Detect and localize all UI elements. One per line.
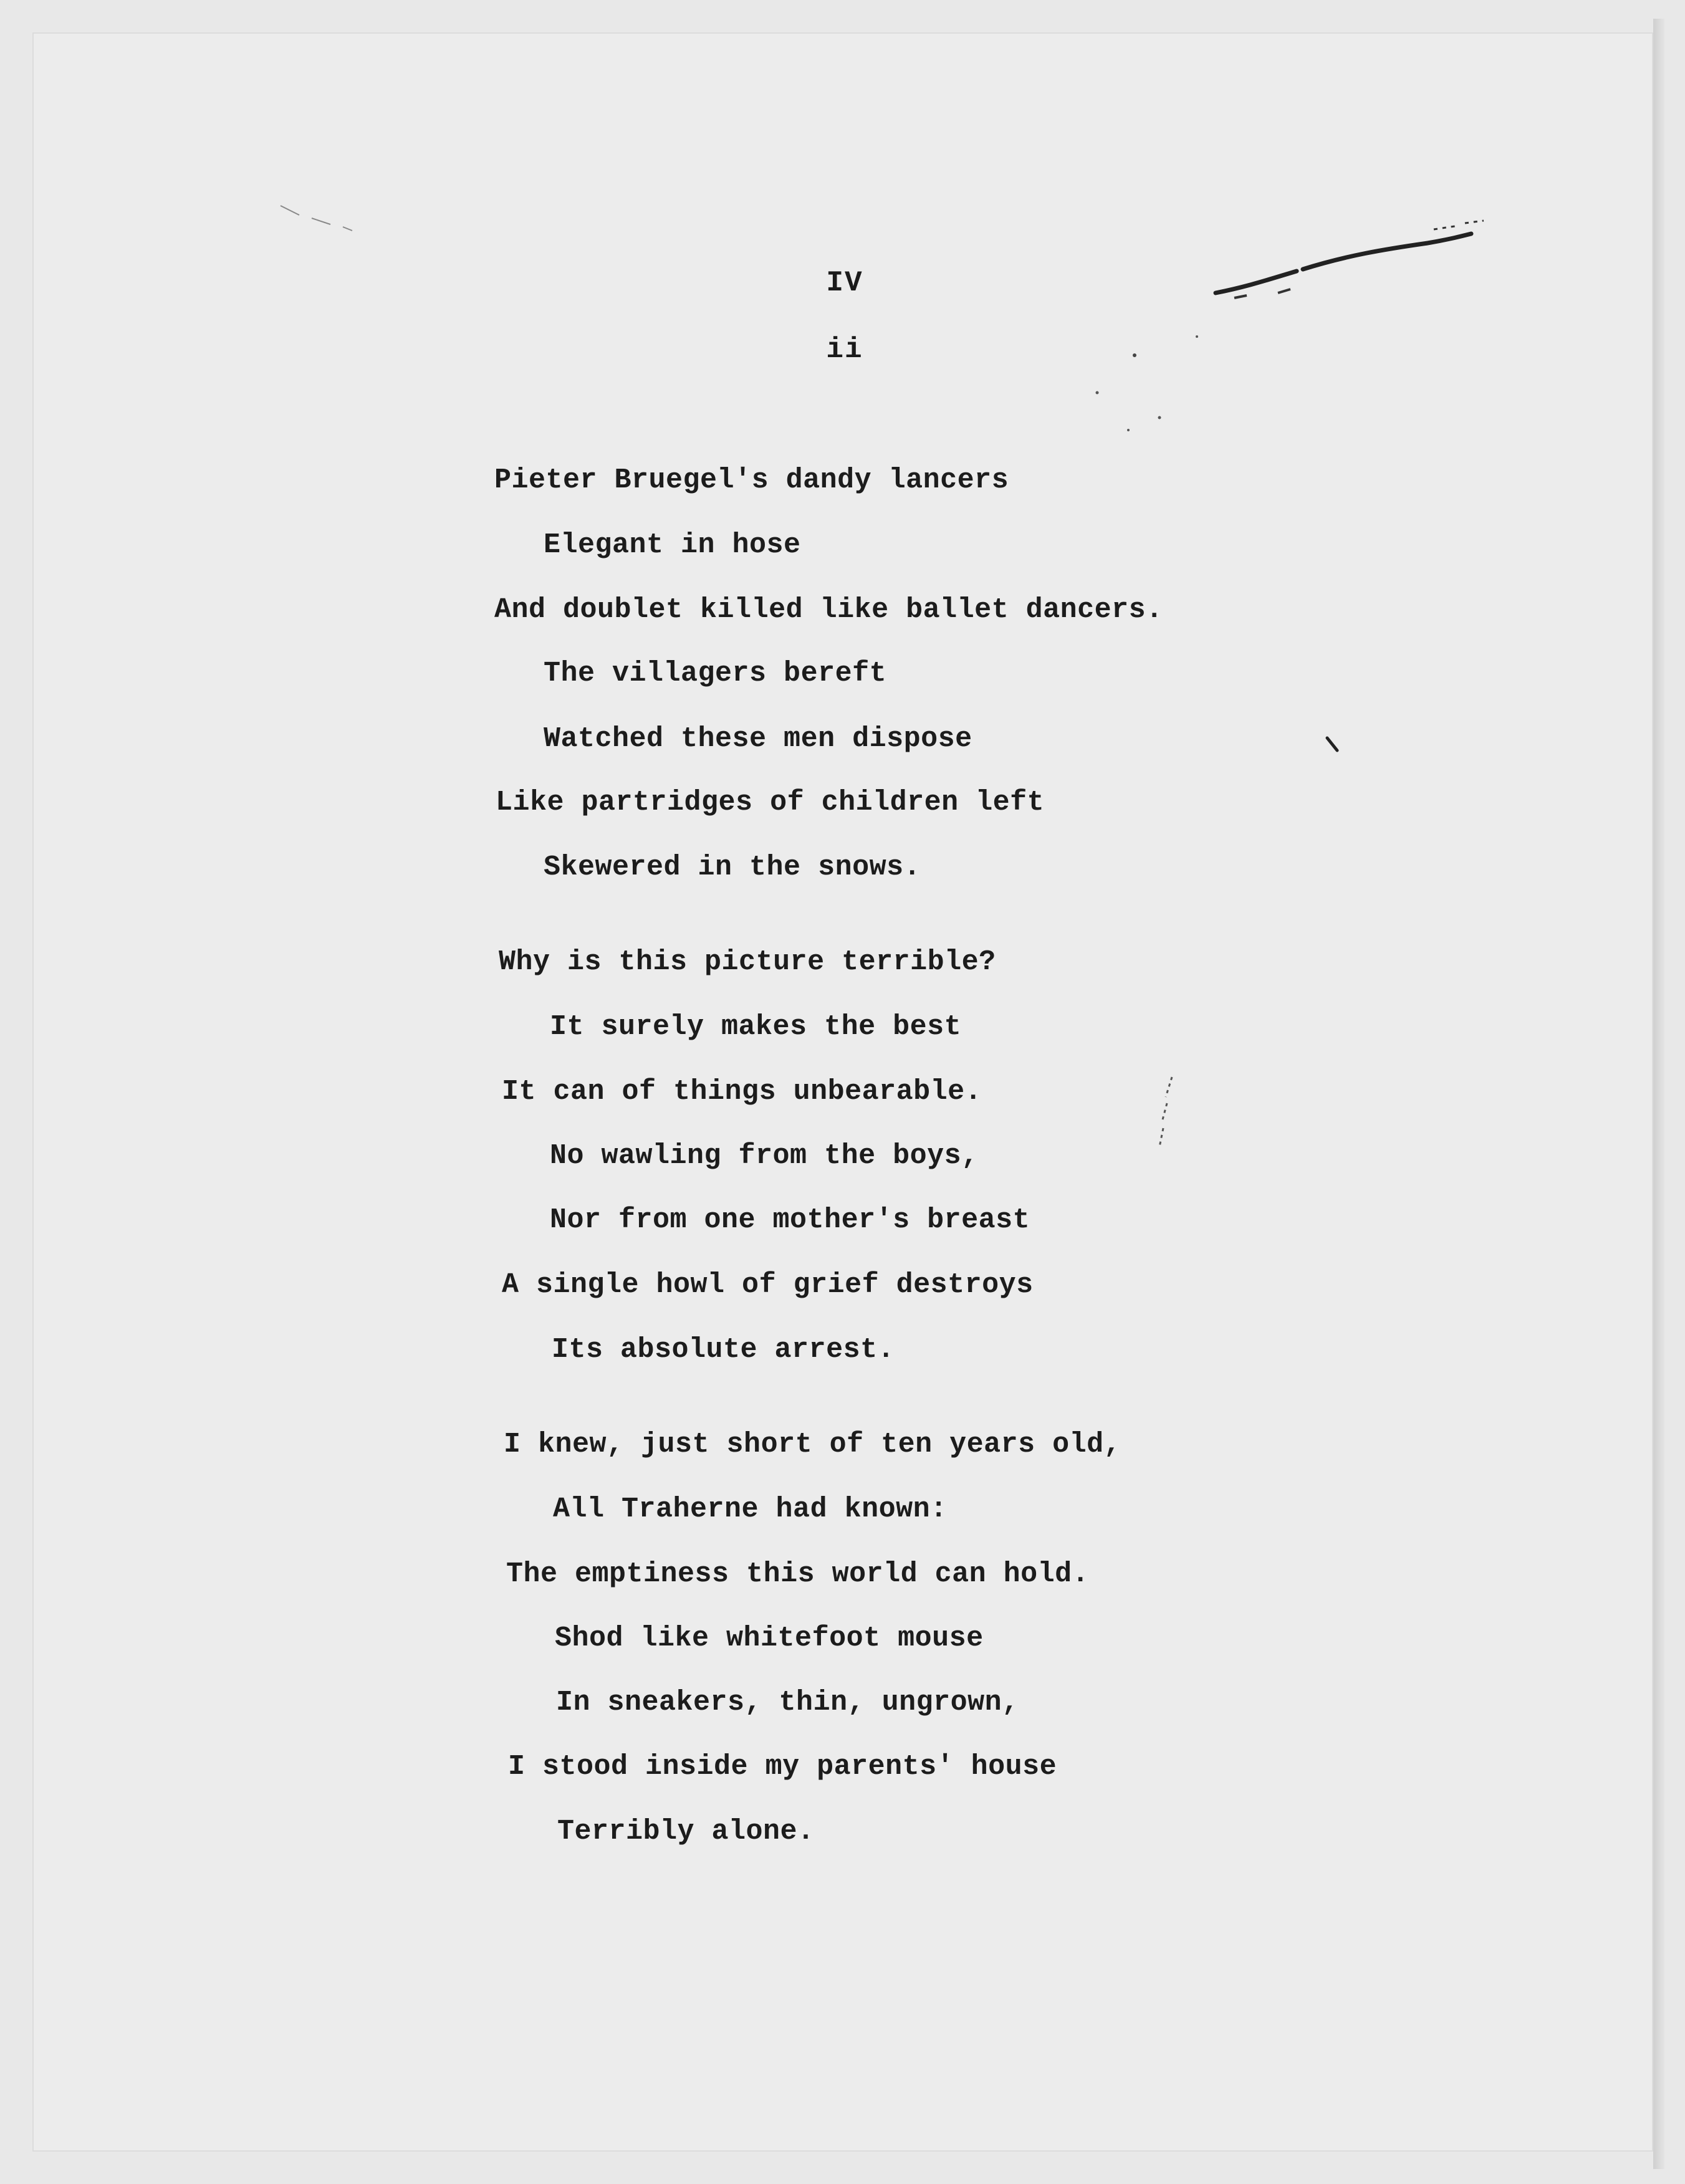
poem-line: Pieter Bruegel's dandy lancers bbox=[494, 464, 1009, 496]
poem-line: A single howl of grief destroys bbox=[502, 1269, 1034, 1301]
poem-line: Watched these men dispose bbox=[544, 723, 972, 755]
poem-line: I knew, just short of ten years old, bbox=[504, 1429, 1121, 1460]
poem-line: Elegant in hose bbox=[544, 529, 801, 561]
poem-line: Like partridges of children left bbox=[496, 787, 1045, 818]
poem-line: Its absolute arrest. bbox=[552, 1334, 895, 1366]
poem-line: Why is this picture terrible? bbox=[499, 946, 996, 978]
poem-line: Terribly alone. bbox=[557, 1816, 815, 1847]
poem-line: I stood inside my parents' house bbox=[508, 1751, 1057, 1783]
poem-line: And doublet killed like ballet dancers. bbox=[494, 594, 1163, 626]
section-heading: ii bbox=[826, 333, 863, 366]
poem-line: It surely makes the best bbox=[550, 1011, 962, 1043]
poem-line: Shod like whitefoot mouse bbox=[555, 1622, 984, 1654]
poem-line: In sneakers, thin, ungrown, bbox=[556, 1687, 1019, 1718]
poem-line: Nor from one mother's breast bbox=[550, 1204, 1030, 1236]
poem-line: The emptiness this world can hold. bbox=[506, 1558, 1090, 1590]
scan-edge bbox=[1653, 19, 1664, 2169]
poem-line: It can of things unbearable. bbox=[502, 1076, 982, 1108]
poem-line: All Traherne had known: bbox=[553, 1493, 948, 1525]
part-heading: IV bbox=[826, 267, 863, 299]
poem-line: Skewered in the snows. bbox=[544, 851, 921, 883]
poem-line: No wawling from the boys, bbox=[550, 1140, 979, 1172]
poem-line: The villagers bereft bbox=[544, 658, 887, 689]
